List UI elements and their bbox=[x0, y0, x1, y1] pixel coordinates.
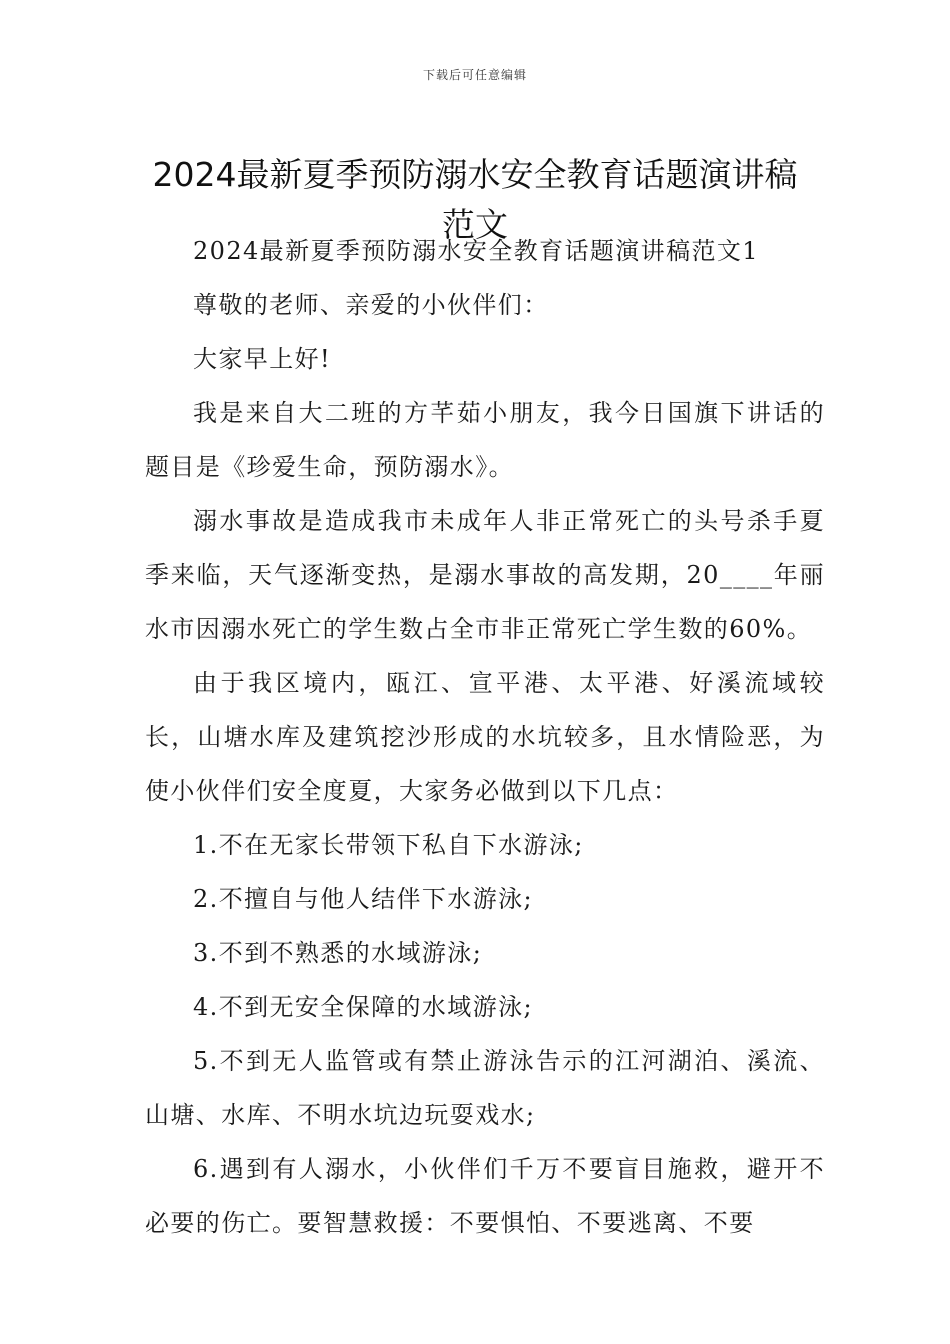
list-item: 4.不到无安全保障的水域游泳; bbox=[193, 993, 533, 1021]
document-body bbox=[145, 224, 825, 1250]
document-title: 2024最新夏季预防溺水安全教育话题演讲稿范文 bbox=[152, 155, 798, 245]
body-paragraph: 我是来自大二班的方芊茹小朋友，我今日国旗下讲话的题目是《珍爱生命，预防溺水》。 bbox=[145, 399, 825, 481]
list-item: 1.不在无家长带领下私自下水游泳; bbox=[193, 831, 584, 859]
greeting-paragraph: 尊敬的老师、亲爱的小伙伴们： bbox=[193, 291, 549, 319]
list-item: 6.遇到有人溺水，小伙伴们千万不要盲目施救，避开不必要的伤亡。要智慧救援：不要惧怕、不要逃离、不要 bbox=[145, 1155, 825, 1237]
list-item: 3.不到不熟悉的水域游泳; bbox=[193, 939, 483, 967]
body-paragraph: 溺水事故是造成我市未成年人非正常死亡的头号杀手夏季来临，天气逐渐变热，是溺水事故的高发期，20____年丽水市因溺水死亡的学生数占全市非正常死亡学生数的60%。 bbox=[145, 507, 825, 643]
body-paragraph: 由于我区境内，瓯江、宣平港、太平港、好溪流域较长，山塘水库及建筑挖沙形成的水坑较多，且水情险恶，为使小伙伴们安全度夏，大家务必做到以下几点： bbox=[145, 669, 825, 805]
header-note: 下载后可任意编辑 bbox=[422, 68, 527, 82]
greeting-paragraph: 大家早上好! bbox=[193, 345, 332, 373]
list-item: 2.不擅自与他人结伴下水游泳; bbox=[193, 885, 533, 913]
subtitle-paragraph: 2024最新夏季预防溺水安全教育话题演讲稿范文1 bbox=[193, 237, 759, 265]
list-item: 5.不到无人监管或有禁止游泳告示的江河湖泊、溪流、山塘、水库、不明水坑边玩耍戏水; bbox=[145, 1047, 825, 1129]
